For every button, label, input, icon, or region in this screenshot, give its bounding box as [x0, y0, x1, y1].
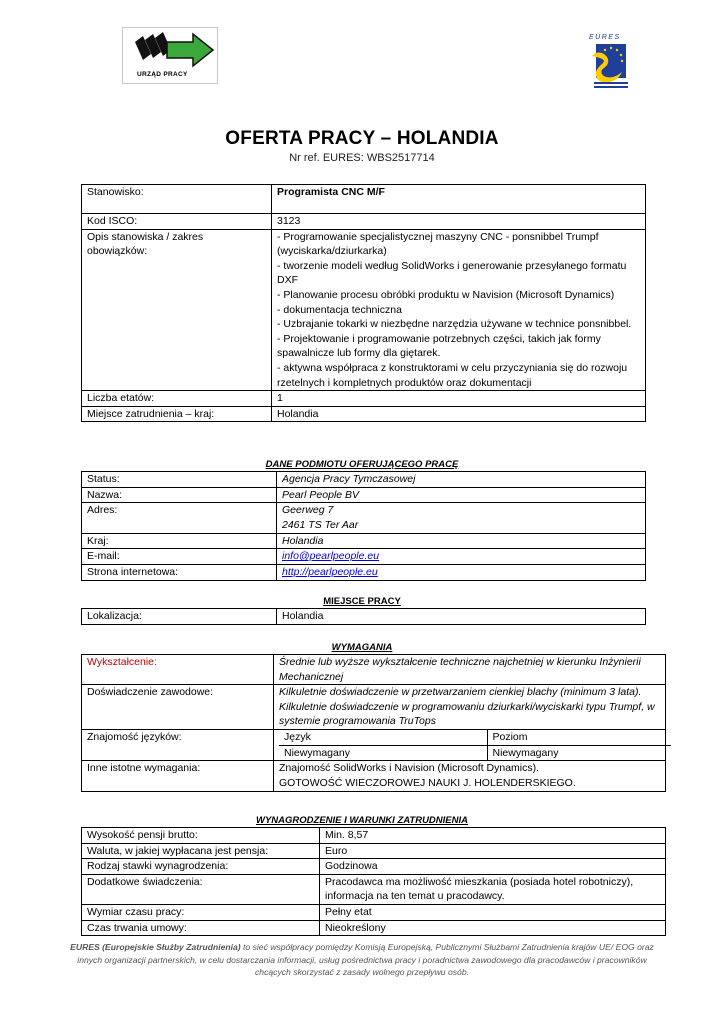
- eures-logo-text: EURES: [589, 34, 621, 41]
- salary-label: Wysokość pensji brutto:: [82, 828, 320, 844]
- address-line: Geerweg 7: [282, 504, 334, 517]
- logo-left-text: URZĄD PRACY: [137, 71, 188, 78]
- level-value: Niewymagany: [492, 746, 559, 759]
- level-column-header: Poziom: [487, 730, 671, 745]
- table-row: [82, 503, 646, 534]
- isco-value: 3123: [272, 214, 646, 230]
- duty-item: - Planowanie procesu obróbki produktu w Navision (Microsoft Dynamics): [277, 288, 615, 301]
- table-row: [82, 828, 666, 844]
- other-requirement-line: GOTOWOŚĆ WIECZOROWEJ NAUKI J. HOLENDERSKIEGO.: [279, 776, 576, 789]
- languages-cell: [274, 729, 666, 760]
- table-row: [82, 391, 646, 407]
- footer-note: [70, 941, 654, 979]
- employer-heading: DANE PODMIOTU OFERUJĄCEGO PRACĘ: [265, 459, 459, 470]
- arrow-logo-icon: [127, 32, 215, 72]
- name-label: Nazwa:: [82, 487, 277, 503]
- salary-table: [81, 827, 666, 936]
- employer-table: [81, 471, 646, 581]
- position-value: Programista CNC M/F: [272, 185, 646, 214]
- duty-item: - Uzbrajanie tokarki w niezbędne narzędzia używane w technice ponsnibbel.: [277, 318, 632, 331]
- address-line: 2461 TS Ter Aar: [282, 518, 359, 531]
- other-requirements-label: Inne istotne wymagania:: [82, 761, 274, 792]
- table-row: [82, 487, 646, 503]
- table-row: [82, 185, 646, 214]
- name-value: Pearl People BV: [277, 487, 646, 503]
- salary-heading: WYNAGRODZENIE I WARUNKI ZATRUDNIENIA: [256, 815, 468, 826]
- email-label: E-mail:: [82, 549, 277, 565]
- table-row: [82, 761, 666, 792]
- experience-value: Kilkuletnie doświadczenie w przetwarzaniem cienkiej blachy (minimum 3 lata). Kilkuletnie doświadczenie w programowaniu dziurkarki/wyciskarki typu Trumpf, w systemie programowania TruTops: [274, 685, 666, 730]
- country-label: Kraj:: [82, 533, 277, 549]
- table-row: [82, 214, 646, 230]
- currency-value: Euro: [320, 843, 666, 859]
- education-label: Wykształcenie:: [82, 655, 274, 685]
- website-link[interactable]: http://pearlpeople.eu: [282, 565, 378, 578]
- location-heading: MIEJSCE PRACY: [323, 596, 401, 607]
- working-time-value: Pełny etat: [320, 904, 666, 920]
- duty-item: - dokumentacja techniczna: [277, 303, 402, 316]
- duty-item: - Programowanie specjalistycznej maszyny CNC - ponsnibbel Trumpf (wyciskarka/dziurkarka): [277, 230, 599, 258]
- table-row: [82, 874, 666, 904]
- positions-count-label: Liczba etatów:: [82, 391, 272, 407]
- table-row: [82, 685, 666, 730]
- benefits-value: Pracodawca ma możliwość mieszkania (posiada hotel robotniczy), informacja na ten temat u pracodawcy.: [320, 874, 666, 904]
- languages-table: [279, 730, 671, 760]
- work-country-label: Miejsce zatrudnienia – kraj:: [82, 406, 272, 422]
- table-row: [82, 904, 666, 920]
- eures-emblem-icon: [586, 42, 632, 92]
- languages-label: Znajomość języków:: [82, 729, 274, 760]
- status-value: Agencja Pracy Tymczasowej: [277, 472, 646, 488]
- table-row: [82, 229, 646, 391]
- address-label: Adres:: [82, 503, 277, 534]
- location-value: Holandia: [277, 609, 646, 625]
- location-table: [81, 608, 646, 625]
- table-row: [82, 843, 666, 859]
- contract-duration-label: Czas trwania umowy:: [82, 920, 320, 936]
- page-title: OFERTA PRACY – HOLANDIA: [225, 128, 499, 149]
- isco-label: Kod ISCO:: [82, 214, 272, 230]
- table-row: [82, 729, 666, 760]
- table-row: [82, 533, 646, 549]
- position-label: Stanowisko:: [82, 185, 272, 214]
- duty-item: - aktywna współpraca z konstruktorami w celu przyczyniania się do rozwoju rzetelnych i kompletnych produktów oraz dokumentacji: [277, 361, 628, 389]
- table-row: [82, 609, 646, 625]
- country-value: Holandia: [277, 533, 646, 549]
- location-label: Lokalizacja:: [82, 609, 277, 625]
- language-column-header: Język: [279, 730, 487, 745]
- other-requirements-value: [274, 761, 666, 792]
- table-row: [82, 549, 646, 565]
- table-row: [82, 472, 646, 488]
- benefits-label: Dodatkowe świadczenia:: [82, 874, 320, 904]
- work-country-value: Holandia: [272, 406, 646, 422]
- footer-text: to sieć współpracy pomiędzy Komisją Europejską, Publicznymi Służbami Zatrudnienia krajów UE/ EOG oraz innych organizacji partnerskich, w celu dostarczania informacji, usług pośrednictwa pracy i poradnictwa zawodowego dla pracodawców i pracowników chcących skorzystać z zasady wolnego przepływu osób.: [77, 942, 654, 978]
- reference-number: Nr ref. EURES: WBS2517714: [289, 152, 435, 164]
- table-row: [82, 564, 646, 580]
- eures-logo: [586, 34, 632, 92]
- job-table: [81, 184, 646, 422]
- description-label: Opis stanowiska / zakres obowiązków:: [82, 229, 272, 391]
- table-row: [82, 920, 666, 936]
- currency-label: Waluta, w jakiej wypłacana jest pensja:: [82, 843, 320, 859]
- email-link[interactable]: info@pearlpeople.eu: [282, 550, 380, 563]
- table-row: [82, 655, 666, 685]
- other-requirement-line: Znajomość SolidWorks i Navision (Microsoft Dynamics).: [279, 762, 540, 775]
- status-label: Status:: [82, 472, 277, 488]
- rate-type-label: Rodzaj stawki wynagrodzenia:: [82, 859, 320, 875]
- duty-item: - tworzenie modeli według SolidWorks i generowanie przesyłanego formatu DXF: [277, 259, 627, 287]
- experience-label: Doświadczenie zawodowe:: [82, 685, 274, 730]
- salary-value: Min. 8,57: [320, 828, 666, 844]
- duty-item: - Projektowanie i programowanie potrzebnych części, takich jak formy spawalnicze lub formy dla giętarek.: [277, 332, 601, 360]
- address-value: [277, 503, 646, 534]
- description-value: [272, 229, 646, 391]
- website-label: Strona internetowa:: [82, 564, 277, 580]
- education-value: Średnie lub wyższe wykształcenie techniczne najchetniej w kierunku Inżynierii Mechanicznej: [274, 655, 666, 685]
- urzad-pracy-logo: [122, 27, 218, 84]
- positions-count-value: 1: [272, 391, 646, 407]
- table-row: [82, 859, 666, 875]
- requirements-table: [81, 654, 666, 792]
- table-row: [82, 406, 646, 422]
- working-time-label: Wymiar czasu pracy:: [82, 904, 320, 920]
- requirements-heading: WYMAGANIA: [331, 642, 393, 653]
- language-value: Niewymagany: [279, 745, 487, 760]
- contract-duration-value: Nieokreślony: [320, 920, 666, 936]
- rate-type-value: Godzinowa: [320, 859, 666, 875]
- footer-lead: EURES (Europejskie Służby Zatrudnienia): [70, 942, 241, 952]
